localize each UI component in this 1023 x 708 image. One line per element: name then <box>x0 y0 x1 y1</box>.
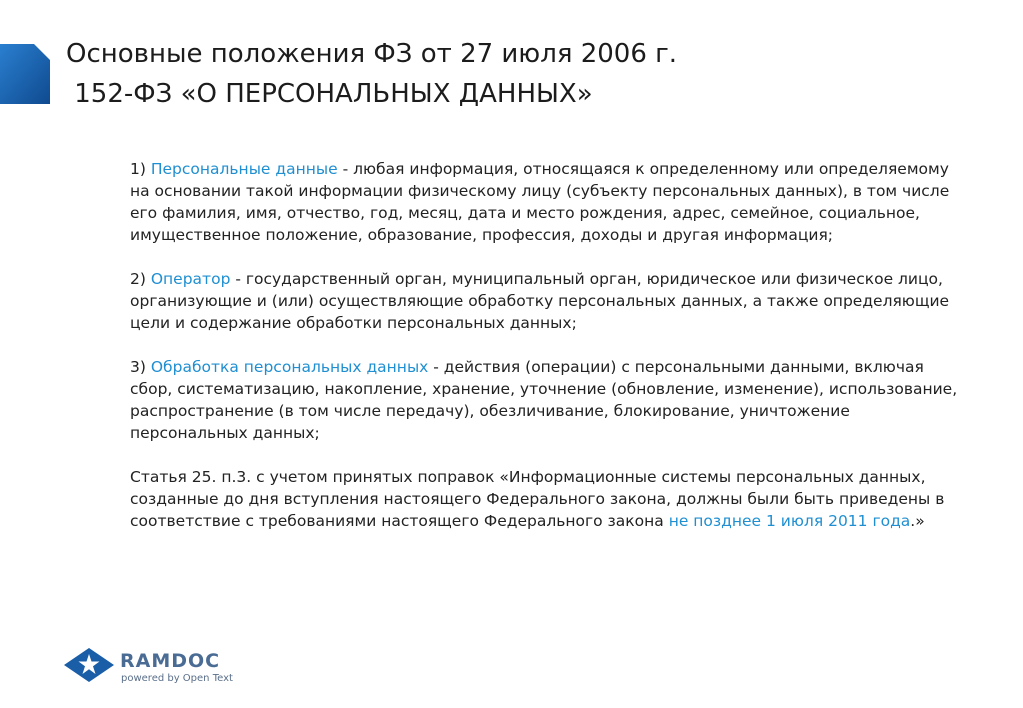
term-processing: Обработка персональных данных <box>150 358 429 376</box>
ramdoc-logo <box>64 646 244 690</box>
article-text: Статья 25. п.3. с учетом принятых поправок «Информационные системы персональных данных, созданные до дня вступления настоящего Федерального закона, должны были быть приведены в соответствие с требованиями настоящего Федерального закона <box>130 468 945 530</box>
term-personal-data: Персональные данные <box>150 160 338 178</box>
slide-title <box>66 34 677 114</box>
article-deadline: не позднее 1 июля 2011 года <box>668 512 911 530</box>
logo-tagline: powered by Open Text <box>121 673 233 684</box>
logo-name: RAMDOC <box>120 650 221 672</box>
item-number: 1) <box>130 160 151 178</box>
slide-title-line2: 152-ФЗ «О ПЕРСОНАЛЬНЫХ ДАННЫХ» <box>66 79 593 109</box>
star-diamond-logo-icon <box>64 648 114 682</box>
item-number: 3) <box>130 358 151 376</box>
term-operator: Оператор <box>150 270 231 288</box>
corner-tab-decoration <box>0 44 50 104</box>
item-number: 2) <box>130 270 151 288</box>
slide-content <box>130 158 960 554</box>
definition-personal-data <box>130 158 960 246</box>
definition-text: - действия (операции) с персональными данными, включая сбор, систематизацию, накопление, хранение, уточнение (обновление, изменение), использование, распространение (в том числе передачу), обезличивание, блокирование, уничтожение персональных данных; <box>130 358 958 442</box>
article-end: .» <box>910 512 925 530</box>
definition-operator <box>130 268 960 334</box>
slide-title-line1: Основные положения ФЗ от 27 июля 2006 г. <box>66 39 678 69</box>
definition-processing <box>130 356 960 444</box>
definition-text: - государственный орган, муниципальный орган, юридическое или физическое лицо, организующие и (или) осуществляющие обработку персональных данных, а также определяющие цели и содержание обработки персональных данных; <box>130 270 950 332</box>
article-25-note <box>130 466 960 532</box>
definition-text: - любая информация, относящаяся к определенному или определяемому на основании такой информации физическому лицу (субъекту персональных данных), в том числе его фамилия, имя, отчество, год, месяц, дата и место рождения, адрес, семейное, социальное, имущественное положение, образование, профессия, доходы и другая информация; <box>130 160 950 244</box>
